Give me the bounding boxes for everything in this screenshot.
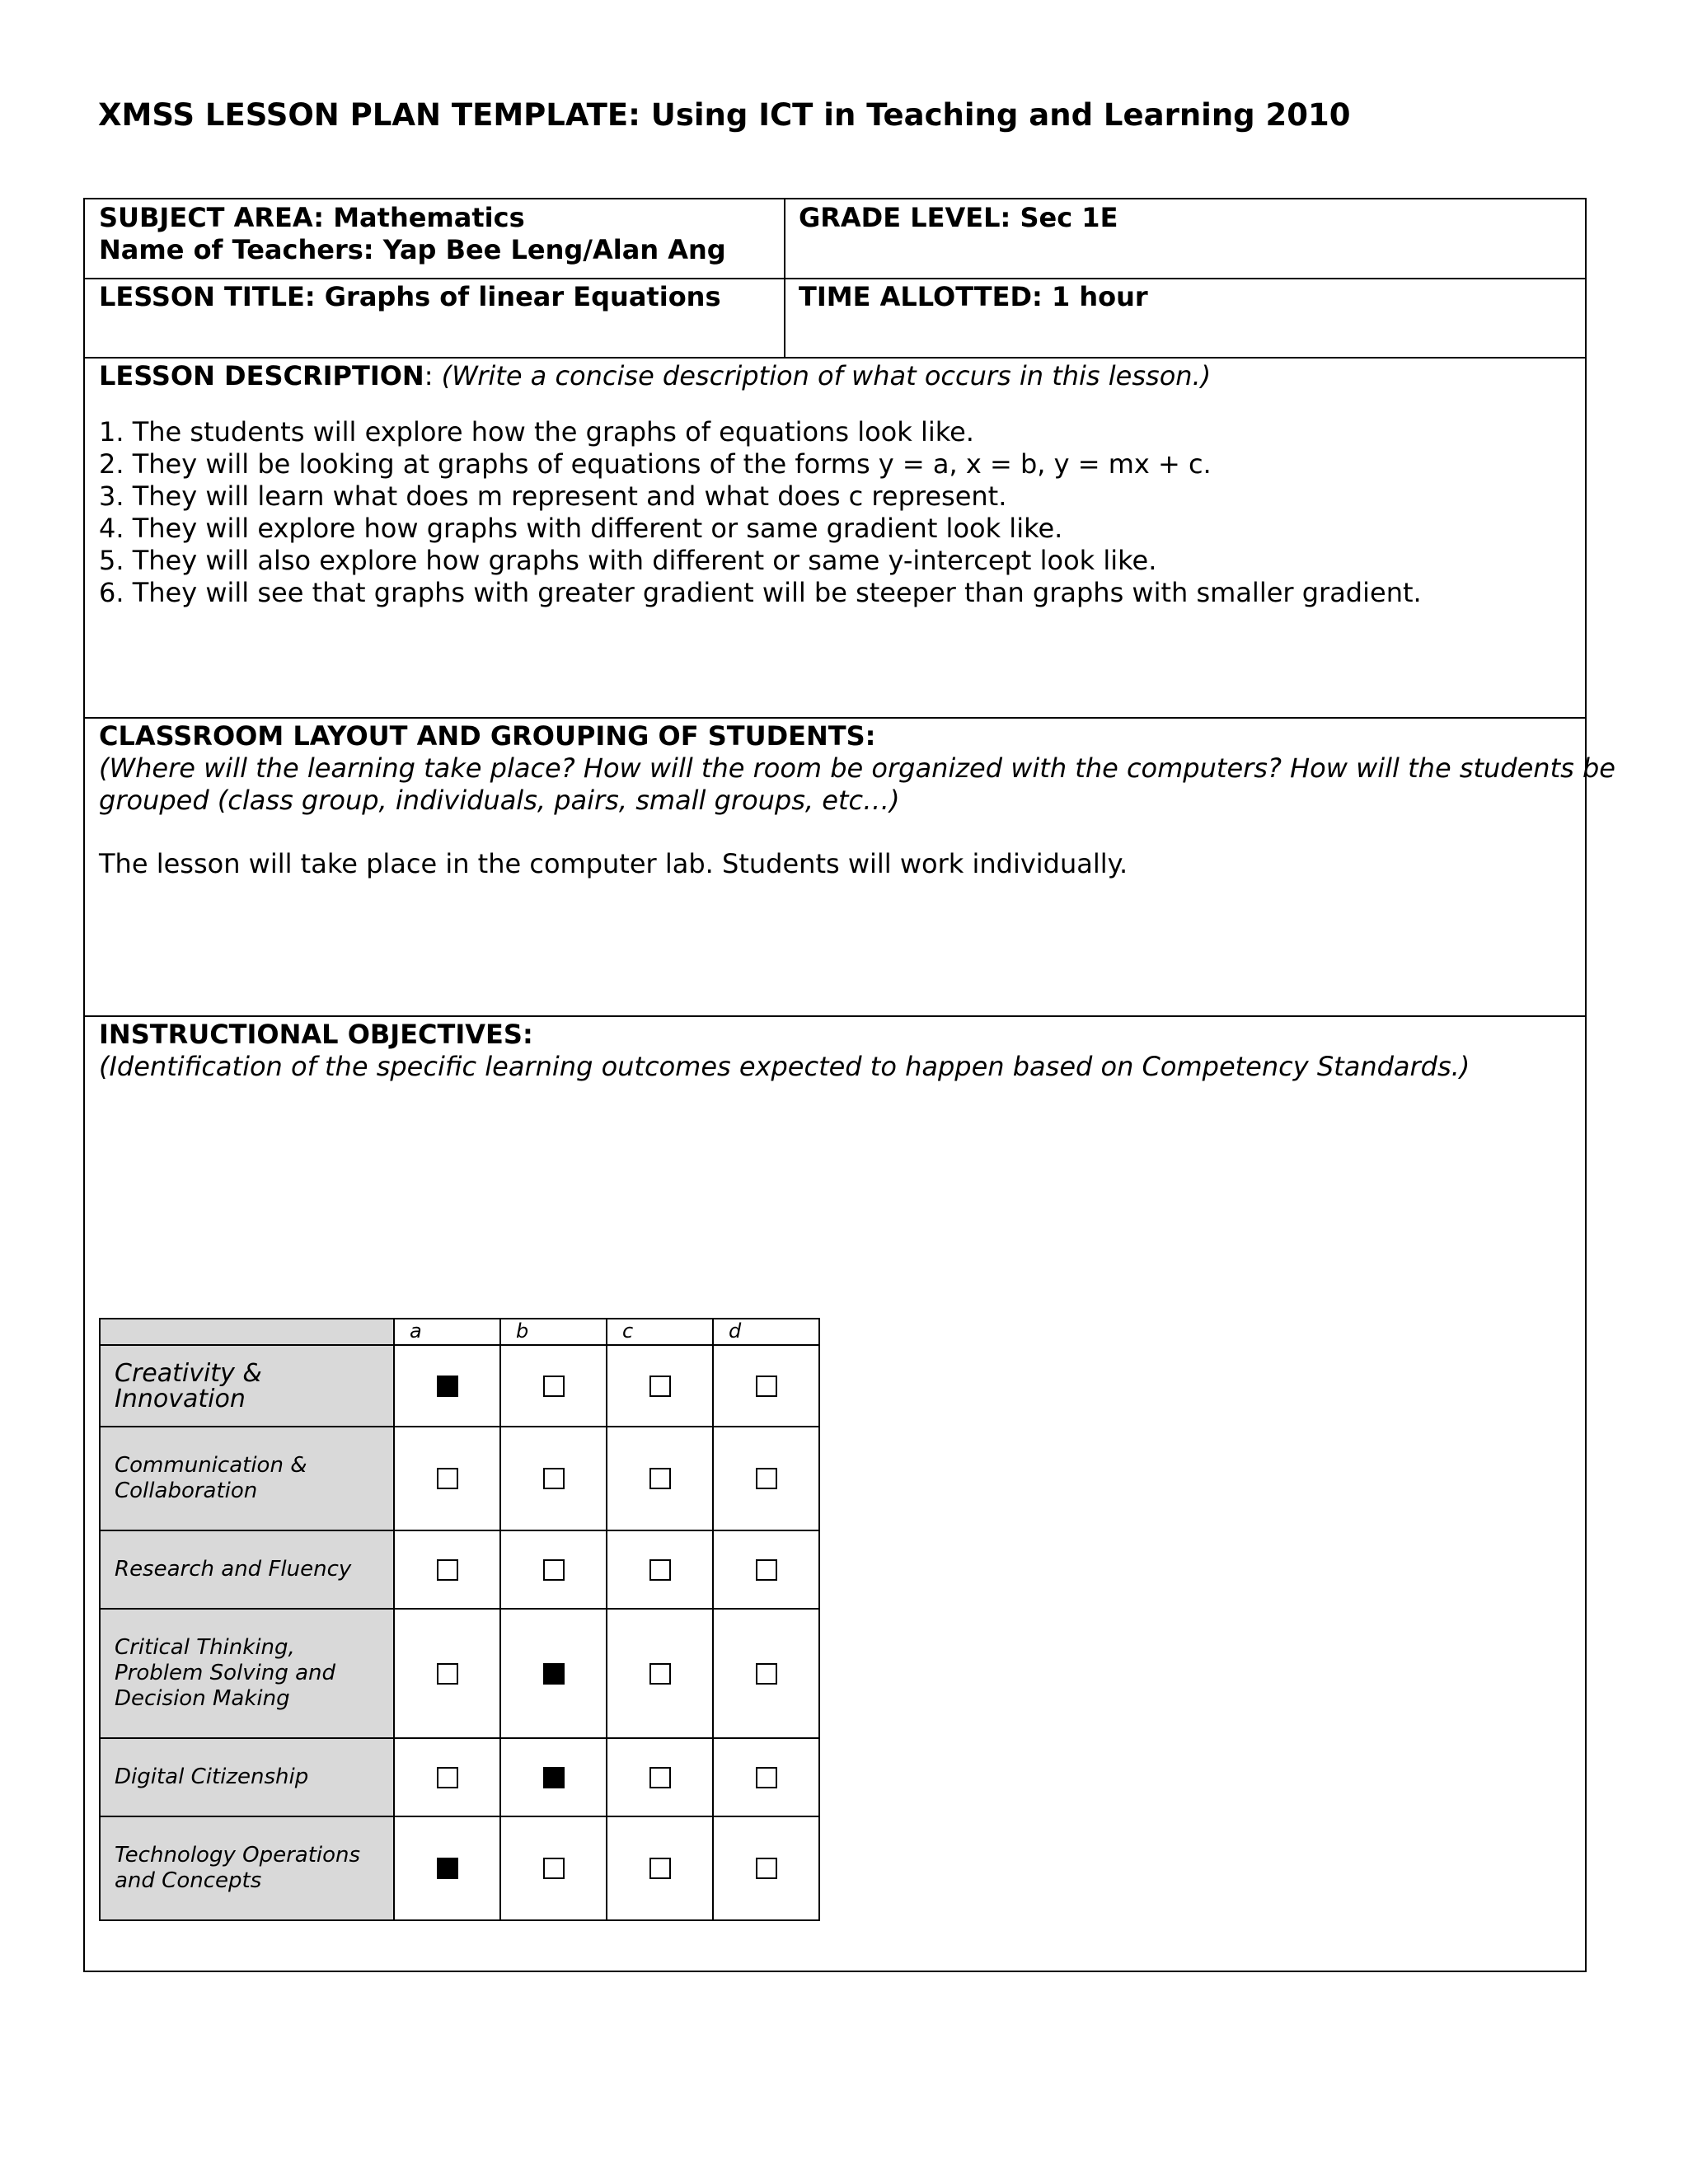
competency-label-line: Creativity & Innovation xyxy=(115,1358,262,1413)
competency-label-line: Critical Thinking, xyxy=(115,1635,295,1660)
classroom-layout-body: The lesson will take place in the computer lab. Students will work individually. xyxy=(99,848,1128,879)
table-row xyxy=(100,1609,819,1738)
heading-colon: : xyxy=(424,360,442,391)
divider xyxy=(85,278,1585,279)
competency-label-line: Research and Fluency xyxy=(115,1557,352,1582)
list-item: 4. They will explore how graphs with different or same gradient look like. xyxy=(99,513,1063,544)
competency-label xyxy=(100,1816,394,1920)
list-item: 3. They will learn what does m represent and what does c represent. xyxy=(99,480,1007,512)
column-header: b xyxy=(500,1319,607,1345)
column-header: c xyxy=(607,1319,713,1345)
checkbox-cell xyxy=(713,1530,819,1609)
page-title: XMSS LESSON PLAN TEMPLATE: Using ICT in Teaching and Learning 2010 xyxy=(98,97,1351,133)
objectives-heading: INSTRUCTIONAL OBJECTIVES: xyxy=(99,1019,533,1050)
column-header: a xyxy=(394,1319,500,1345)
checkbox[interactable] xyxy=(437,1468,458,1489)
checkbox-cell xyxy=(607,1530,713,1609)
lesson-description-instruction: (Write a concise description of what occurs in this lesson.) xyxy=(441,360,1212,391)
competency-label xyxy=(100,1609,394,1738)
checkbox-cell xyxy=(607,1609,713,1738)
checkbox[interactable] xyxy=(543,1468,565,1489)
competency-grid xyxy=(99,1318,820,1921)
checkbox-cell xyxy=(713,1345,819,1427)
lesson-description-list xyxy=(99,416,1422,609)
checkbox[interactable] xyxy=(756,1376,777,1397)
teacher-names: Name of Teachers: Yap Bee Leng/Alan Ang xyxy=(99,234,726,265)
checkbox[interactable] xyxy=(649,1858,671,1879)
checkbox-cell xyxy=(500,1530,607,1609)
checkbox[interactable] xyxy=(543,1376,565,1397)
competency-label-line: Technology Operations xyxy=(115,1843,361,1868)
classroom-layout-instruction: (Where will the learning take place? How will the room be organized with the computers? How will the students be xyxy=(99,752,1615,784)
checkbox-cell xyxy=(500,1345,607,1427)
checkbox[interactable] xyxy=(649,1559,671,1581)
checkbox-cell xyxy=(500,1427,607,1530)
checkbox[interactable] xyxy=(649,1663,671,1685)
checkbox-cell xyxy=(500,1738,607,1816)
checkbox[interactable] xyxy=(437,1663,458,1685)
time-allotted: TIME ALLOTTED: 1 hour xyxy=(799,281,1148,312)
grid-header-row xyxy=(100,1319,819,1345)
competency-label-line: Communication & xyxy=(115,1453,307,1478)
column-header: d xyxy=(713,1319,819,1345)
lesson-description-heading: LESSON DESCRIPTION xyxy=(99,360,424,391)
list-item: 2. They will be looking at graphs of equations of the forms y = a, x = b, y = mx + c. xyxy=(99,448,1212,480)
grid-corner-cell xyxy=(100,1319,394,1345)
table-row xyxy=(100,1816,819,1920)
checkbox-cell xyxy=(607,1738,713,1816)
checkbox[interactable] xyxy=(649,1376,671,1397)
divider xyxy=(784,199,785,357)
checkbox[interactable] xyxy=(756,1767,777,1788)
competency-label-line: and Concepts xyxy=(115,1868,262,1893)
checkbox[interactable] xyxy=(756,1468,777,1489)
competency-label-line: Digital Citizenship xyxy=(115,1765,309,1789)
checkbox[interactable] xyxy=(756,1858,777,1879)
checkbox-cell xyxy=(394,1738,500,1816)
classroom-layout-instruction: grouped (class group, individuals, pairs, small groups, etc…) xyxy=(99,785,900,816)
checkbox[interactable] xyxy=(543,1767,565,1788)
checkbox-cell xyxy=(713,1427,819,1530)
competency-label-line: Collaboration xyxy=(115,1479,258,1503)
checkbox[interactable] xyxy=(756,1559,777,1581)
competency-label-line: Decision Making xyxy=(115,1686,290,1711)
checkbox[interactable] xyxy=(543,1663,565,1685)
checkbox-cell xyxy=(394,1609,500,1738)
list-item: 1. The students will explore how the graphs of equations look like. xyxy=(99,416,974,448)
checkbox-cell xyxy=(713,1738,819,1816)
lesson-description-section xyxy=(85,359,1585,717)
grade-level: GRADE LEVEL: Sec 1E xyxy=(799,202,1118,233)
checkbox[interactable] xyxy=(437,1376,458,1397)
checkbox-cell xyxy=(394,1530,500,1609)
table-row xyxy=(100,1530,819,1609)
table-row xyxy=(100,1345,819,1427)
checkbox-cell xyxy=(607,1427,713,1530)
checkbox-cell xyxy=(607,1816,713,1920)
table-row xyxy=(100,1427,819,1530)
classroom-layout-heading: CLASSROOM LAYOUT AND GROUPING OF STUDENTS: xyxy=(99,720,876,752)
competency-label xyxy=(100,1345,394,1427)
competency-label xyxy=(100,1530,394,1609)
objectives-instruction: (Identification of the specific learning outcomes expected to happen based on Competency Standards.) xyxy=(99,1051,1470,1082)
lesson-plan-form xyxy=(83,198,1615,1972)
competency-label-line: Problem Solving and xyxy=(115,1661,335,1685)
table-row xyxy=(100,1738,819,1816)
list-item: 6. They will see that graphs with greater gradient will be steeper than graphs with smaller gradient. xyxy=(99,577,1422,608)
lesson-description-heading-line xyxy=(99,360,1211,392)
list-item: 5. They will also explore how graphs with different or same y-intercept look like. xyxy=(99,545,1157,576)
checkbox[interactable] xyxy=(543,1858,565,1879)
checkbox-cell xyxy=(713,1609,819,1738)
checkbox-cell xyxy=(607,1345,713,1427)
checkbox-cell xyxy=(394,1816,500,1920)
checkbox[interactable] xyxy=(437,1858,458,1879)
checkbox-cell xyxy=(394,1345,500,1427)
competency-label xyxy=(100,1427,394,1530)
checkbox[interactable] xyxy=(649,1468,671,1489)
checkbox-cell xyxy=(394,1427,500,1530)
subject-area: SUBJECT AREA: Mathematics xyxy=(99,202,525,233)
classroom-layout-section xyxy=(85,719,1615,1015)
checkbox[interactable] xyxy=(543,1559,565,1581)
checkbox[interactable] xyxy=(437,1767,458,1788)
competency-label xyxy=(100,1738,394,1816)
checkbox-cell xyxy=(713,1816,819,1920)
checkbox-cell xyxy=(500,1609,607,1738)
checkbox[interactable] xyxy=(649,1767,671,1788)
checkbox-cell xyxy=(500,1816,607,1920)
lesson-title: LESSON TITLE: Graphs of linear Equations xyxy=(99,281,721,312)
checkbox[interactable] xyxy=(437,1559,458,1581)
checkbox[interactable] xyxy=(756,1663,777,1685)
